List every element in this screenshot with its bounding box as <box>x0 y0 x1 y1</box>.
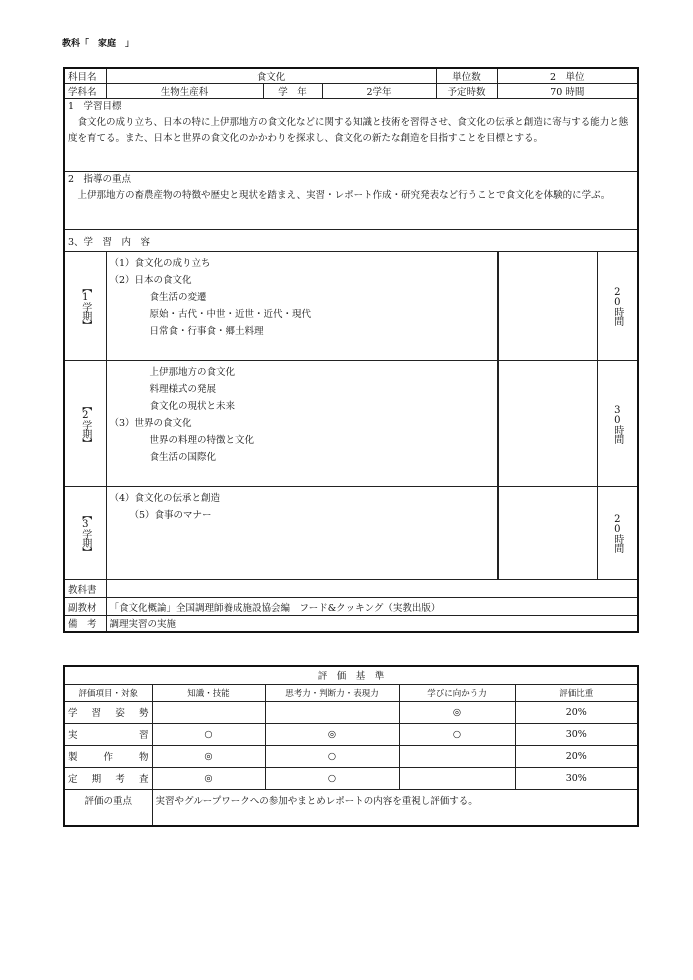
content-line: （4）食文化の伝承と創造 <box>109 493 221 504</box>
content-line: （5）食事のマナー <box>129 510 212 521</box>
term-label: 【1学期】 <box>64 252 106 361</box>
goals-text: 食文化の成り立ち、日本の特に上伊那地方の食文化などに関する知識と技術を習得させ、食文化の伝承と創造に寄与する能力と態度を育てる。また、日本と世界の食文化のかかわりを探求し、食文化の新たな創造を目指すことを目標とする。 <box>68 117 629 144</box>
eval-item: 実 習 <box>64 723 152 745</box>
goals-heading: 1 学習目標 <box>68 101 122 112</box>
content-line: （1）食文化の成り立ち <box>109 258 211 269</box>
evaluation-title: 評 価 基 準 <box>64 666 638 684</box>
dept-value: 生物生産科 <box>106 84 263 99</box>
evaluation-table <box>63 665 639 827</box>
credits-label: 単位数 <box>436 68 497 84</box>
focus-text: 上伊那地方の畜農産物の特徴や歴史と現状を踏まえ、実習・レポート作成・研究発表など行うことで食文化を体験的に学ぶ。 <box>68 190 611 201</box>
eval-mark: ◎ <box>152 767 265 789</box>
remarks-label: 備 考 <box>64 616 106 632</box>
eval-row <box>64 767 638 789</box>
eval-header: 学びに向かう力 <box>399 684 515 701</box>
supplementary-value: 「食文化概論」全国調理師養成施設協会編 フード&クッキング（実教出版） <box>106 598 638 616</box>
subject-label: 科目名 <box>64 68 106 84</box>
content-line: 食生活の国際化 <box>149 452 217 463</box>
term-hours: 20時間 <box>597 487 637 579</box>
eval-header: 評価項目・対象 <box>64 684 152 701</box>
eval-mark: ◎ <box>265 723 399 745</box>
term-hours: 30時間 <box>597 361 637 486</box>
content-line: 上伊那地方の食文化 <box>149 367 236 378</box>
course-table <box>63 67 639 633</box>
eval-item: 製 作 物 <box>64 745 152 767</box>
term-label: 【3学期】 <box>64 487 106 580</box>
content-line: 日常食・行事食・郷土料理 <box>149 326 264 337</box>
subject-value: 食文化 <box>106 68 436 84</box>
supplementary-label: 副教材 <box>64 598 106 616</box>
eval-header: 知識・技能 <box>152 684 265 701</box>
term-content <box>106 487 497 580</box>
term-content <box>106 361 497 487</box>
eval-mark: ◎ <box>399 701 515 723</box>
hours-value: 70 時間 <box>497 84 638 99</box>
eval-mark <box>399 767 515 789</box>
goals-section <box>64 99 638 172</box>
content-line: （2）日本の食文化 <box>109 275 192 286</box>
eval-mark: ○ <box>399 723 515 745</box>
eval-focus-text: 実習やグループワークへの参加やまとめレポートの内容を重視し評価する。 <box>152 789 638 826</box>
eval-item: 定 期 考 査 <box>64 767 152 789</box>
eval-row <box>64 701 638 723</box>
term-row <box>64 487 638 580</box>
content-line: 原始・古代・中世・近世・近代・現代 <box>149 309 312 320</box>
content-line: 食生活の変遷 <box>149 292 207 303</box>
term-content <box>106 252 497 361</box>
eval-mark: ○ <box>152 723 265 745</box>
subject-area-header: 教科「 家庭 」 <box>62 39 135 49</box>
content-heading: 3、学 習 内 容 <box>64 230 638 252</box>
textbook-label: 教科書 <box>64 580 106 598</box>
eval-mark <box>399 745 515 767</box>
eval-weight: 20% <box>515 745 638 767</box>
term-row <box>64 252 638 361</box>
eval-item: 学 習 姿 勢 <box>64 701 152 723</box>
eval-row <box>64 723 638 745</box>
eval-mark: ○ <box>265 767 399 789</box>
content-line: 料理様式の発展 <box>149 384 217 395</box>
eval-header: 思考力・判断力・表現力 <box>265 684 399 701</box>
focus-section <box>64 172 638 230</box>
focus-heading: 2 指導の重点 <box>68 174 132 185</box>
hours-label: 予定時数 <box>436 84 497 99</box>
grade-value: 2学年 <box>322 84 436 99</box>
remarks-value: 調理実習の実施 <box>106 616 638 632</box>
eval-header: 評価比重 <box>515 684 638 701</box>
eval-weight: 20% <box>515 701 638 723</box>
eval-row <box>64 745 638 767</box>
dept-label: 学科名 <box>64 84 106 99</box>
content-line: 食文化の現状と未来 <box>149 401 236 412</box>
eval-mark <box>152 701 265 723</box>
eval-focus-label: 評価の重点 <box>64 789 152 826</box>
term-hours: 20時間 <box>597 252 637 360</box>
term-label: 【2学期】 <box>64 361 106 487</box>
content-line: 世界の料理の特徴と文化 <box>149 435 255 446</box>
credits-value: 2 単位 <box>497 68 638 84</box>
content-line: （3）世界の食文化 <box>109 418 192 429</box>
eval-mark <box>265 701 399 723</box>
eval-weight: 30% <box>515 723 638 745</box>
textbook-value <box>106 580 638 598</box>
grade-label: 学 年 <box>263 84 322 99</box>
eval-mark: ◎ <box>152 745 265 767</box>
term-row <box>64 361 638 487</box>
eval-mark: ○ <box>265 745 399 767</box>
eval-weight: 30% <box>515 767 638 789</box>
